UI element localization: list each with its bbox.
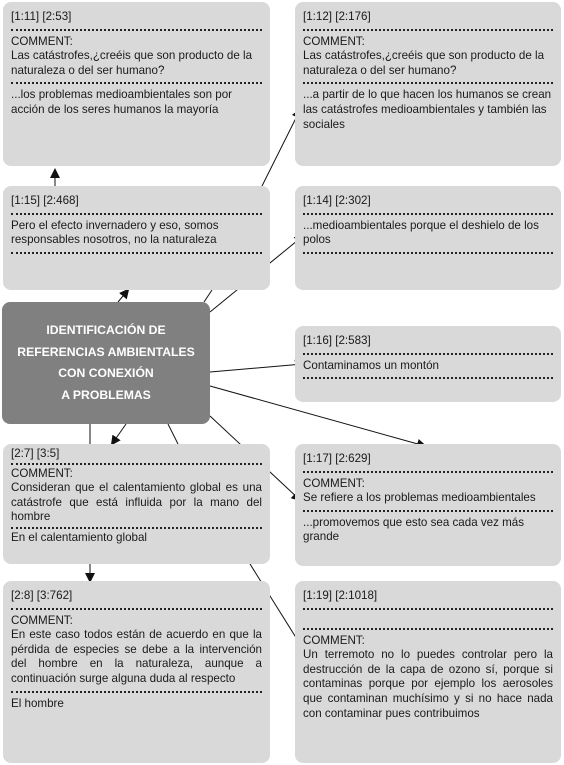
dotted-divider (11, 463, 262, 465)
quote-text: Contaminamos un montón (303, 358, 439, 372)
node-reference: [2:8] [3:762] (11, 589, 73, 602)
node-reference: [1:11] [2:53] (11, 10, 72, 23)
dotted-divider (11, 252, 262, 254)
quote-node-1-11 (3, 2, 270, 166)
dotted-divider (11, 527, 262, 529)
quote-node-1-14 (295, 186, 561, 290)
dotted-divider (303, 353, 553, 355)
quote-text: Pero el efecto invernadero y eso, somos responsables nosotros, no la naturaleza (11, 218, 219, 247)
dotted-divider (303, 471, 553, 473)
quote-text: ...a partir de lo que hacen los humanos se crean las catástrofes medioambientales y también las sociales (303, 88, 552, 131)
central-concept-node (2, 302, 210, 424)
dotted-divider (303, 608, 553, 610)
quote-text: ...promovemos que esto sea cada vez más grande (303, 515, 525, 544)
comment-text: Consideran que el calentamiento global es una catástrofe que está influida por la mano del hombre (11, 481, 262, 524)
node-reference: [1:15] [2:468] (11, 194, 79, 207)
comment-label: COMMENT: (11, 613, 73, 627)
dotted-divider (303, 252, 553, 254)
edge-center-to-b5 (210, 364, 303, 372)
node-reference: [1:19] [2:1018] (303, 589, 378, 602)
dotted-divider (303, 82, 553, 84)
node-reference: [1:16] [2:583] (303, 334, 371, 347)
quote-node-1-19 (295, 581, 561, 763)
edge-center-to-b3b (204, 290, 212, 302)
comment-question: Las catástrofes,¿creéis que son producto de la naturaleza o del ser humano? (303, 49, 545, 77)
node-reference: [1:17] [2:629] (303, 452, 371, 465)
quote-node-2-7 (3, 444, 270, 564)
quote-text: ...medioambientales porque el deshielo de los polos (303, 218, 539, 247)
comment-label: COMMENT: (11, 466, 73, 480)
quote-text: ...los problemas medioambientales son por acción de los seres humanos la mayoría (11, 88, 233, 116)
quote-text: El hombre (11, 696, 64, 710)
node-reference: [1:14] [2:302] (303, 194, 371, 207)
node-reference: [1:12] [2:176] (303, 10, 371, 23)
quote-node-2-8 (3, 581, 270, 763)
dotted-divider (303, 377, 553, 379)
central-line-2: REFERENCIAS AMBIENTALES (17, 344, 195, 359)
dotted-divider (303, 213, 553, 215)
comment-label: COMMENT: (303, 476, 365, 490)
comment-label: COMMENT: (303, 633, 365, 647)
edge-center-to-b6 (112, 424, 126, 444)
dotted-divider (303, 628, 553, 630)
quote-node-1-16 (295, 326, 561, 402)
comment-text: En este caso todos están de acuerdo en que la pérdida de especies se debe a la intervención del hombre en la naturaleza, aunque a continuación surge alguna duda al respecto (11, 628, 262, 685)
dotted-divider (11, 691, 262, 693)
dotted-divider (11, 29, 262, 31)
comment-text: Se refiere a los problemas medioambientales (303, 491, 536, 505)
edge-center-to-b3 (118, 290, 128, 302)
dotted-divider (11, 213, 262, 215)
dotted-divider (11, 608, 262, 610)
dotted-divider (303, 29, 553, 31)
comment-text: Un terremoto no lo puedes controlar pero la destrucción de la capa de ozono sí, porque si contaminas porque por ejemplo los aerosoles que contaminan muchísimo y si no hace nada con contaminar pues contribuimos (303, 648, 553, 720)
comment-label: COMMENT: (303, 34, 365, 48)
edge-center-to-b6b (168, 424, 178, 444)
central-line-3: CON CONEXIÓN (58, 366, 154, 380)
quote-node-1-12 (295, 2, 561, 166)
dotted-divider (11, 82, 262, 84)
node-reference: [2:7] [3:5] (11, 447, 60, 460)
comment-label: COMMENT: (11, 34, 73, 48)
quote-node-1-17 (295, 444, 561, 566)
spacer (303, 614, 553, 624)
dotted-divider (303, 510, 553, 512)
central-line-1: IDENTIFICACIÓN DE (46, 323, 166, 337)
central-line-4: A PROBLEMAS (61, 387, 151, 402)
comment-question: Las catástrofes,¿creéis que son producto de la naturaleza o del ser humano? (11, 49, 253, 77)
quote-node-1-15 (3, 186, 270, 290)
quote-text: En el calentamiento global (11, 530, 147, 544)
